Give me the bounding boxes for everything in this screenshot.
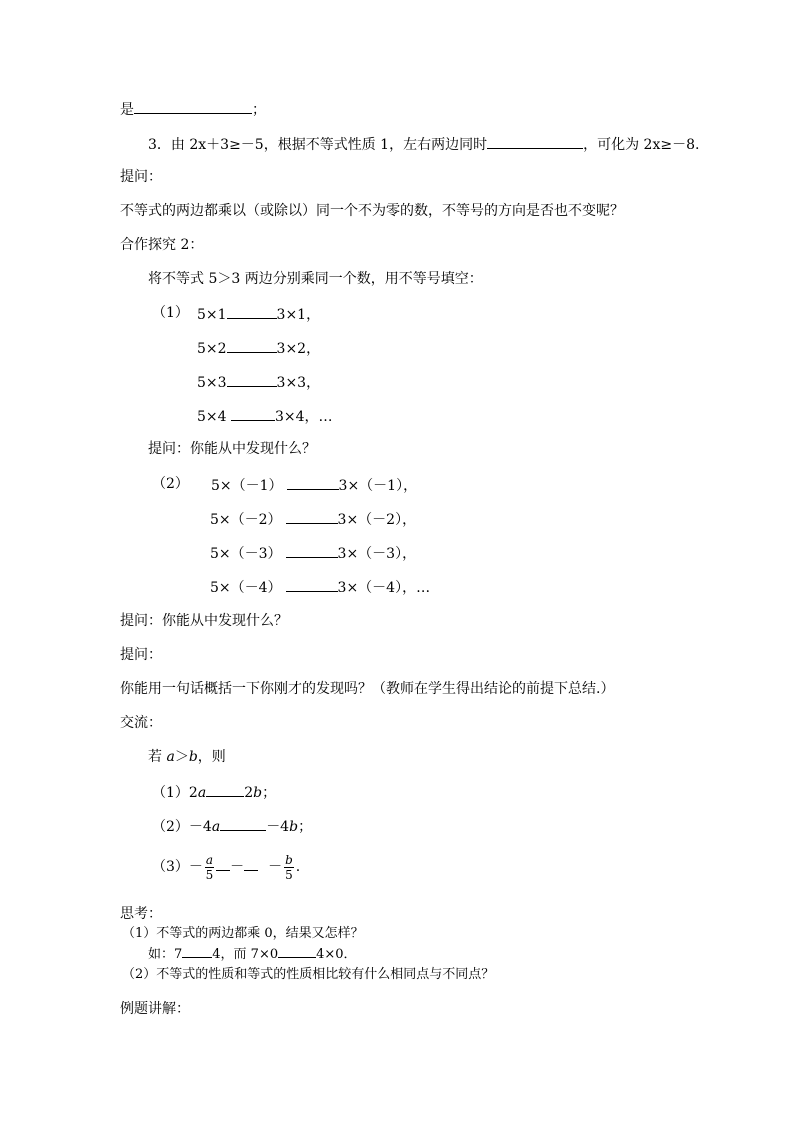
expression: 2x＋3≥－5 bbox=[189, 137, 264, 153]
fill-blank[interactable] bbox=[227, 338, 277, 353]
think-example bbox=[148, 945, 357, 964]
text: 如：7 bbox=[148, 947, 183, 962]
numerator: a bbox=[205, 852, 214, 867]
fill-blank[interactable] bbox=[134, 99, 252, 114]
fill-blank[interactable] bbox=[227, 304, 277, 319]
var-a: a bbox=[211, 819, 221, 835]
rhs: 3×（－1）， bbox=[338, 478, 418, 494]
exercise-row bbox=[210, 543, 416, 563]
item-number: 3．由 bbox=[148, 137, 190, 153]
think-item-1: （1）不等式的两边都乘 0，结果又怎样？ bbox=[122, 926, 364, 941]
label: （1）2 bbox=[152, 785, 198, 801]
rhs: 3×（－2）， bbox=[337, 512, 417, 528]
fill-blank[interactable] bbox=[286, 543, 338, 558]
label: （3）－ bbox=[152, 859, 203, 875]
section-heading: 合作探究 2： bbox=[120, 237, 204, 253]
text: ，根据不等式性质 1，左右两边同时 bbox=[263, 137, 488, 153]
section-heading: 交流： bbox=[120, 715, 162, 731]
exchange-item-1 bbox=[152, 782, 276, 802]
denominator: 5 bbox=[205, 867, 214, 882]
text: ； bbox=[298, 819, 313, 835]
question-label: 提问： bbox=[120, 169, 162, 185]
exercise-row bbox=[210, 577, 430, 597]
exercise-row bbox=[211, 475, 417, 495]
rhs: 3×（－4），… bbox=[337, 580, 431, 596]
condition bbox=[148, 748, 226, 766]
rhs: 3×1， bbox=[276, 307, 321, 323]
fill-blank[interactable] bbox=[287, 475, 339, 490]
exercise-row bbox=[210, 509, 416, 529]
fraction-a-over-5 bbox=[205, 853, 214, 882]
section-heading: 思考： bbox=[120, 906, 162, 922]
fill-blank[interactable] bbox=[227, 372, 277, 387]
lhs: 5×4 bbox=[197, 409, 231, 425]
lhs: 5×1 bbox=[197, 307, 227, 323]
rhs: 3×3， bbox=[276, 375, 321, 391]
think-item-2: （2）不等式的性质和等式的性质相比较有什么相同点与不同点？ bbox=[122, 967, 495, 982]
rhs: 3×4，… bbox=[275, 409, 333, 425]
text: 是 bbox=[120, 102, 134, 118]
label: （2）－4 bbox=[152, 819, 212, 835]
exchange-item-3: （3）－ $\frac{a}{5}$ － － $\frac{b}{5}$ . bbox=[152, 852, 301, 882]
text: 若 bbox=[148, 749, 167, 765]
part-2-label: （2） bbox=[152, 476, 189, 492]
coef: －4 bbox=[266, 819, 290, 835]
text: . bbox=[295, 859, 301, 875]
fill-blank[interactable] bbox=[487, 134, 583, 149]
exercise-row bbox=[197, 372, 320, 392]
lhs: 5×2 bbox=[197, 341, 227, 357]
question-text: 你能用一句话概括一下你刚才的发现吗？（教师在学生得出结论的前提下总结.） bbox=[120, 681, 615, 697]
fill-blank[interactable] bbox=[278, 945, 316, 958]
rhs: 3×（－3）， bbox=[337, 546, 417, 562]
numerator: b bbox=[285, 852, 293, 867]
question-text: 提问：你能从中发现什么？ bbox=[148, 441, 316, 457]
coef: 2 bbox=[244, 785, 254, 801]
fill-blank[interactable] bbox=[231, 406, 275, 421]
fraction-b-over-5 bbox=[284, 853, 294, 882]
exercise-row bbox=[197, 338, 320, 358]
text: ，则 bbox=[197, 749, 226, 765]
lhs: 5×（－4） bbox=[210, 580, 282, 596]
text: ； bbox=[262, 785, 277, 801]
fill-blank[interactable] bbox=[216, 862, 230, 871]
denominator: 5 bbox=[285, 867, 293, 882]
line-item-3 bbox=[148, 134, 699, 154]
fill-blank[interactable] bbox=[286, 577, 338, 592]
expression: 2x≥－8. bbox=[643, 137, 700, 153]
text: ，可化为 bbox=[583, 137, 644, 153]
var-b: b bbox=[289, 819, 299, 835]
fill-blank[interactable] bbox=[286, 509, 338, 524]
section-heading: 例题讲解： bbox=[120, 1001, 190, 1017]
lhs: 5×3 bbox=[197, 375, 227, 391]
var-b: b bbox=[188, 749, 198, 765]
lhs: 5×（－3） bbox=[210, 546, 282, 562]
line-continuation bbox=[120, 99, 266, 119]
question-text: 不等式的两边都乘以（或除以）同一个不为零的数，不等号的方向是否也不变呢？ bbox=[120, 203, 624, 219]
fill-blank[interactable] bbox=[182, 945, 212, 958]
exchange-item-2 bbox=[152, 816, 312, 836]
text: 4，而 7×0 bbox=[212, 947, 279, 962]
fill-blank[interactable] bbox=[244, 862, 258, 871]
question-text: 提问：你能从中发现什么？ bbox=[120, 613, 288, 629]
fill-blank[interactable] bbox=[206, 782, 244, 797]
var-a: a bbox=[197, 785, 207, 801]
var-a: a bbox=[166, 749, 175, 765]
lhs: 5×（－2） bbox=[210, 512, 282, 528]
part-1-label: （1） bbox=[152, 305, 189, 321]
gt-sign: ＞ bbox=[174, 749, 189, 765]
exercise-row bbox=[197, 304, 320, 324]
text: ； bbox=[252, 102, 266, 118]
instruction: 将不等式 5＞3 两边分别乘同一个数，用不等号填空： bbox=[148, 271, 483, 287]
fill-blank[interactable] bbox=[220, 816, 266, 831]
rhs: 3×2， bbox=[276, 341, 321, 357]
text: 4×0． bbox=[316, 947, 357, 962]
lhs: 5×（－1） bbox=[211, 478, 283, 494]
text: － bbox=[230, 859, 245, 875]
exercise-row bbox=[197, 406, 333, 426]
var-b: b bbox=[253, 785, 263, 801]
question-label: 提问： bbox=[120, 647, 162, 663]
